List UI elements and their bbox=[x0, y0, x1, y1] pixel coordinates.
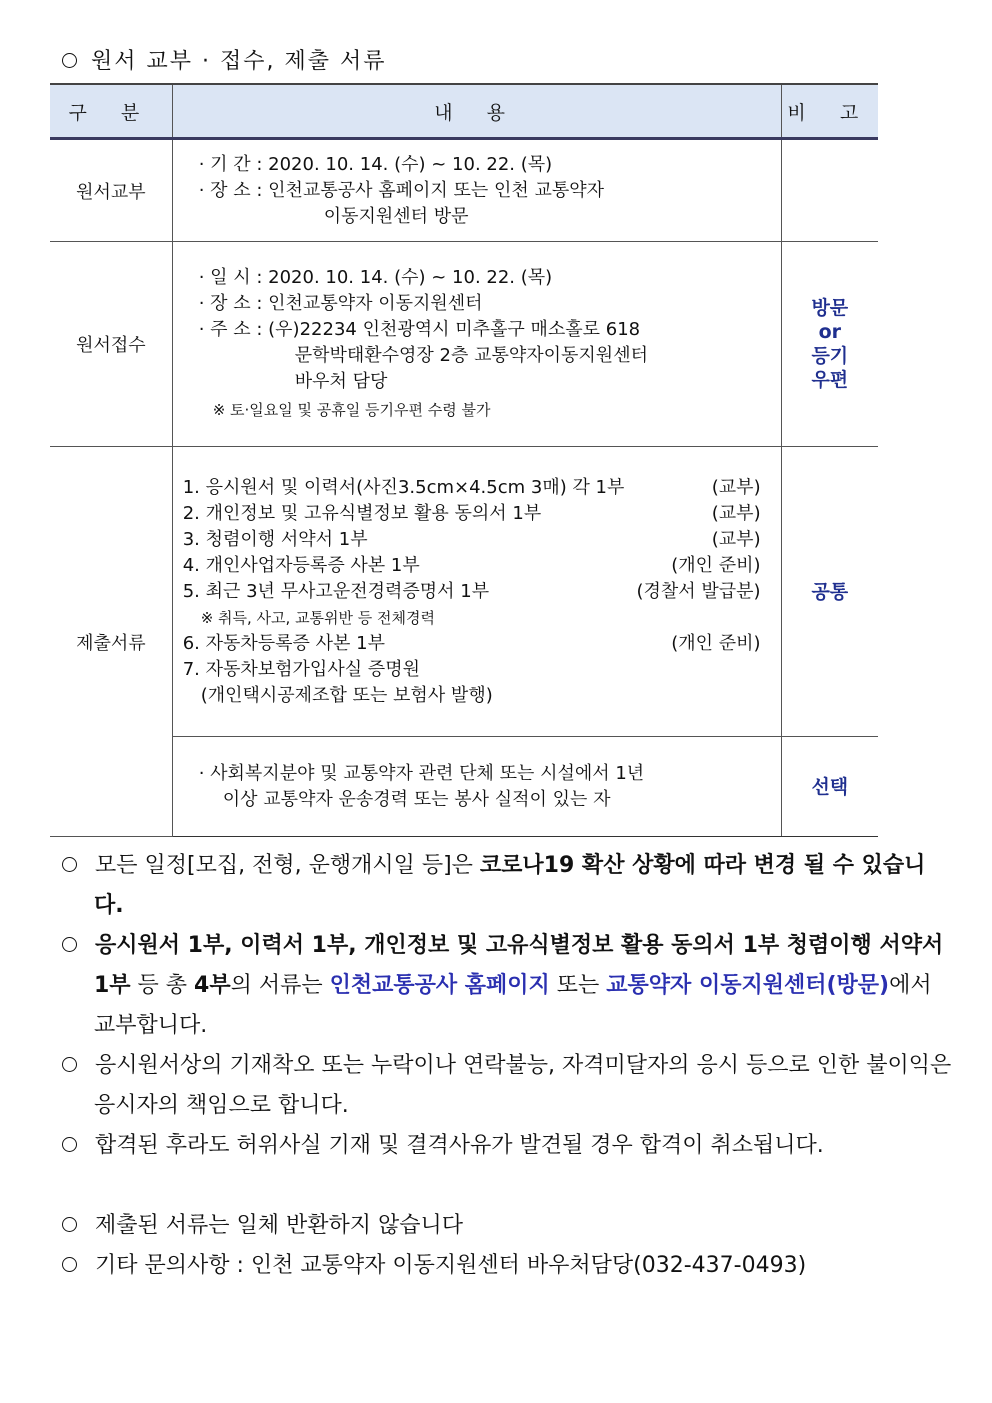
notice-paragraph-2: 응시원서 1부, 이력서 1부, 개인정보 및 고유식별정보 활용 동의서 1부 청렴이행 서약서 1부 등 총 4부의 서류는 인천교통공사 홈페이지 또는 교통약자 이동지원센터(방문)에서 교부합니다. bbox=[62, 926, 952, 1046]
notice-paragraph-4: 합격된 후라도 허위사실 기재 및 결격사유가 발견될 경우 합격이 취소됩니다. bbox=[62, 1126, 952, 1166]
table-header bbox=[50, 84, 878, 139]
row-note: 공통 bbox=[781, 447, 878, 737]
table-row-receipt bbox=[50, 242, 878, 447]
header-remark: 비 고 bbox=[781, 84, 878, 139]
list-item: 5. 최근 3년 무사고운전경력증명서 1부 (경찰서 발급분) bbox=[182, 580, 761, 602]
row-note: 선택 bbox=[781, 737, 878, 837]
list-item: (개인택시공제조합 또는 보험사 발행) bbox=[200, 684, 493, 706]
application-table bbox=[50, 83, 878, 837]
row-note bbox=[781, 139, 878, 242]
circle-bullet-icon bbox=[62, 1257, 77, 1272]
circle-bullet-icon bbox=[62, 1217, 77, 1232]
circle-bullet-icon bbox=[62, 857, 77, 872]
row-label: 제출서류 bbox=[50, 447, 172, 837]
row-content: · 일 시 : 2020. 10. 14. (수) ~ 10. 22. (목) · 장 소 : 인천교통약자 이동지원센터 · 주 소 : (우)22234 인천광역시 미추홀구 매소홀로 618 문학박태환수영장 2층 교통약자이동지원센터 바우처 담당 ※ 토·일요일 및 공휴일 등기우편 수령 불가 bbox=[172, 242, 781, 447]
row-label: 원서접수 bbox=[50, 242, 172, 447]
table-row-documents bbox=[50, 447, 878, 737]
list-item: 3. 청렴이행 서약서 1부 (교부) bbox=[182, 528, 761, 550]
notice-paragraph-3: 응시원서상의 기재착오 또는 누락이나 연락불능, 자격미달자의 응시 등으로 인한 불이익은 응시자의 책임으로 합니다. bbox=[62, 1046, 952, 1126]
row-content: · 기 간 : 2020. 10. 14. (수) ~ 10. 22. (목) · 장 소 : 인천교통공사 홈페이지 또는 인천 교통약자 이동지원센터 방문 bbox=[172, 139, 781, 242]
row-note: 방문 or 등기 우편 bbox=[781, 242, 878, 447]
list-item: 7. 자동차보험가입사실 증명원 bbox=[182, 658, 420, 680]
notice-paragraph-5: 제출된 서류는 일체 반환하지 않습니다 bbox=[62, 1206, 952, 1246]
table-row-optional bbox=[50, 737, 878, 837]
list-item: 4. 개인사업자등록증 사본 1부 (개인 준비) bbox=[182, 554, 761, 576]
row-content: · 사회복지분야 및 교통약자 관련 단체 또는 시설에서 1년 이상 교통약자 운송경력 또는 봉사 실적이 있는 자 bbox=[172, 737, 781, 837]
table-row-issue bbox=[50, 139, 878, 242]
list-item: 6. 자동차등록증 사본 1부 (개인 준비) bbox=[182, 632, 761, 654]
section-title: 원서 교부 · 접수, 제출 서류 bbox=[62, 44, 386, 75]
list-item: 2. 개인정보 및 고유식별정보 활용 동의서 1부 (교부) bbox=[182, 502, 761, 524]
list-item: 1. 응시원서 및 이력서(사진3.5cm×4.5cm 3매) 각 1부 (교부) bbox=[182, 476, 761, 498]
row-content bbox=[172, 447, 781, 737]
circle-bullet-icon bbox=[62, 937, 77, 952]
circle-bullet-icon bbox=[62, 1057, 77, 1072]
header-content: 내 용 bbox=[172, 84, 781, 139]
header-category: 구 분 bbox=[50, 84, 172, 139]
row-label: 원서교부 bbox=[50, 139, 172, 242]
notice-paragraph-6: 기타 문의사항 : 인천 교통약자 이동지원센터 바우처담당(032-437-0493) bbox=[62, 1246, 952, 1286]
circle-bullet-icon bbox=[62, 53, 77, 68]
list-item: ※ 취득, 사고, 교통위반 등 전체경력 bbox=[200, 608, 436, 627]
circle-bullet-icon bbox=[62, 1137, 77, 1152]
notice-paragraph-1: 모든 일정[모집, 전형, 운행개시일 등]은 코로나19 확산 상황에 따라 변경 될 수 있습니다. bbox=[62, 846, 952, 926]
